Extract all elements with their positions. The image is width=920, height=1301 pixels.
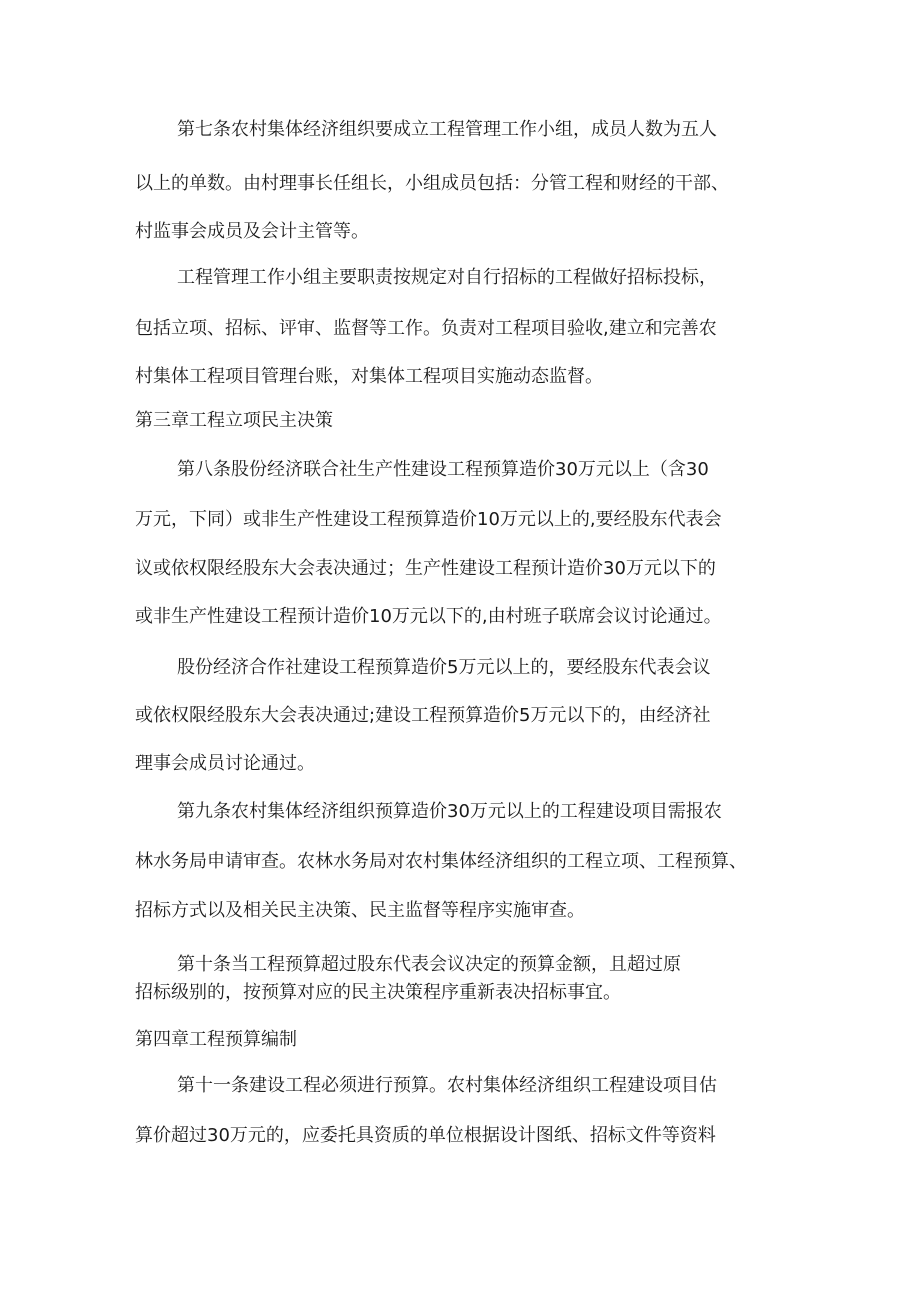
text-line: 第八条股份经济联合社生产性建设工程预算造价30万元以上（含30 xyxy=(177,459,709,480)
text-line: 第九条农村集体经济组织预算造价30万元以上的工程建设项目需报农 xyxy=(177,801,722,822)
text-line: 或依权限经股东大会表决通过;建设工程预算造价5万元以下的，由经济社 xyxy=(135,705,711,726)
text-line: 林水务局申请审查。农林水务局对农村集体经济组织的工程立项、工程预算、 xyxy=(135,851,747,872)
text-line: 村监事会成员及会计主管等。 xyxy=(135,221,369,242)
text-line: 村集体工程项目管理台账，对集体工程项目实施动态监督。 xyxy=(135,366,603,387)
text-line: 或非生产性建设工程预计造价10万元以下的,由村班子联席会议讨论通过。 xyxy=(135,606,722,627)
section-heading: 第四章工程预算编制 xyxy=(135,1029,297,1050)
text-line: 以上的单数。由村理事长任组长，小组成员包括：分管工程和财经的干部、 xyxy=(135,173,729,194)
text-line: 算价超过30万元的，应委托具资质的单位根据设计图纸、招标文件等资料 xyxy=(135,1125,716,1146)
text-line: 招标方式以及相关民主决策、民主监督等程序实施审查。 xyxy=(135,900,585,921)
text-line: 理事会成员讨论通过。 xyxy=(135,753,315,774)
text-line: 议或依权限经股东大会表决通过；生产性建设工程预计造价30万元以下的 xyxy=(135,558,716,579)
section-heading: 第三章工程立项民主决策 xyxy=(135,410,333,431)
text-line: 股份经济合作社建设工程预算造价5万元以上的，要经股东代表会议 xyxy=(177,657,711,678)
text-line: 第七条农村集体经济组织要成立工程管理工作小组，成员人数为五人 xyxy=(177,119,717,140)
text-line: 第十一条建设工程必须进行预算。农村集体经济组织工程建设项目估 xyxy=(177,1075,717,1096)
text-line: 招标级别的，按预算对应的民主决策程序重新表决招标事宜。 xyxy=(135,982,621,1003)
text-line: 第十条当工程预算超过股东代表会议决定的预算金额，且超过原 xyxy=(177,954,681,975)
text-line: 万元，下同）或非生产性建设工程预算造价10万元以上的,要经股东代表会 xyxy=(135,509,722,530)
text-line: 包括立项、招标、评审、监督等工作。负责对工程项目验收,建立和完善农 xyxy=(135,318,717,339)
text-line: 工程管理工作小组主要职责按规定对自行招标的工程做好招标投标， xyxy=(177,267,717,288)
